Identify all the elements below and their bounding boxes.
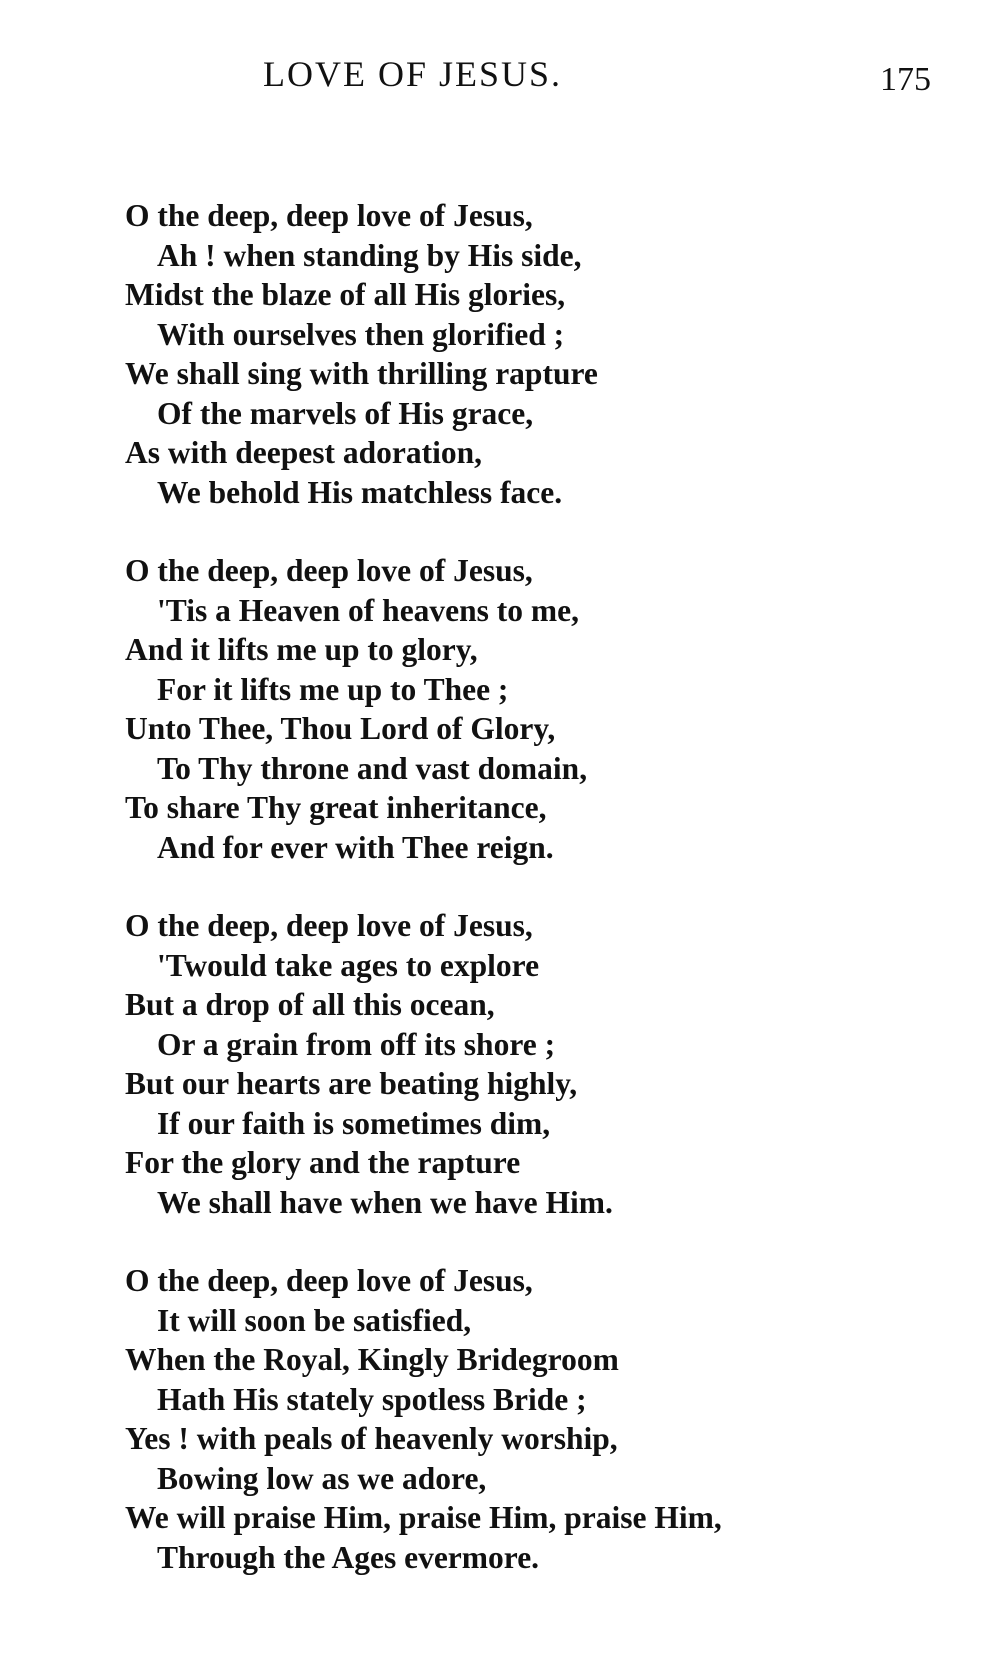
verse-line: Of the marvels of His grace,	[157, 395, 534, 431]
verse-line: We shall have when we have Him.	[157, 1184, 613, 1220]
running-title: LOVE OF JESUS.	[263, 54, 563, 94]
stanza-3	[125, 906, 965, 1222]
verse-line: O the deep, deep love of Jesus,	[125, 198, 533, 233]
verse-line: 'Twould take ages to explore	[157, 947, 540, 983]
page-number: 175	[880, 61, 931, 98]
verse-line: O the deep, deep love of Jesus,	[125, 553, 533, 588]
verse-line: O the deep, deep love of Jesus,	[125, 908, 533, 943]
page-header	[0, 44, 1000, 104]
verse-line: 'Tis a Heaven of heavens to me,	[157, 592, 580, 628]
verse-line: We behold His matchless face.	[157, 474, 563, 510]
verse-line: It will soon be satisfied,	[157, 1302, 472, 1338]
verse-line: Midst the blaze of all His glories,	[125, 277, 566, 312]
verse-line: But a drop of all this ocean,	[125, 987, 495, 1022]
verse-line: Hath His stately spotless Bride ;	[157, 1381, 587, 1417]
verse-line: As with deepest adoration,	[125, 435, 483, 470]
stanza-2	[125, 551, 965, 867]
verse-line: With ourselves then glorified ;	[157, 316, 565, 352]
verse-line: To share Thy great inheritance,	[125, 790, 547, 825]
verse-line: We will praise Him, praise Him, praise Him,	[125, 1500, 722, 1535]
verse-line: And it lifts me up to glory,	[125, 632, 478, 667]
verse-line: Or a grain from off its shore ;	[157, 1026, 556, 1062]
verse-line: Ah ! when standing by His side,	[157, 237, 582, 273]
verse-line: Bowing low as we adore,	[157, 1460, 487, 1496]
stanza-1	[125, 196, 965, 512]
verse-line: Unto Thee, Thou Lord of Glory,	[125, 711, 556, 746]
verse-line: To Thy throne and vast domain,	[157, 750, 588, 786]
stanza-4	[125, 1261, 965, 1577]
verse-line: Through the Ages evermore.	[157, 1539, 540, 1575]
verse-line: For the glory and the rapture	[125, 1145, 521, 1180]
verse-line: Yes ! with peals of heavenly worship,	[125, 1421, 618, 1456]
verse-line: O the deep, deep love of Jesus,	[125, 1263, 533, 1298]
verse-line: If our faith is sometimes dim,	[157, 1105, 551, 1141]
verse-line: For it lifts me up to Thee ;	[157, 671, 509, 707]
verse-line: But our hearts are beating highly,	[125, 1066, 578, 1101]
verse-line: When the Royal, Kingly Bridegroom	[125, 1342, 619, 1377]
hymn-text	[125, 196, 965, 1616]
verse-line: We shall sing with thrilling rapture	[125, 356, 598, 391]
verse-line: And for ever with Thee reign.	[157, 829, 554, 865]
